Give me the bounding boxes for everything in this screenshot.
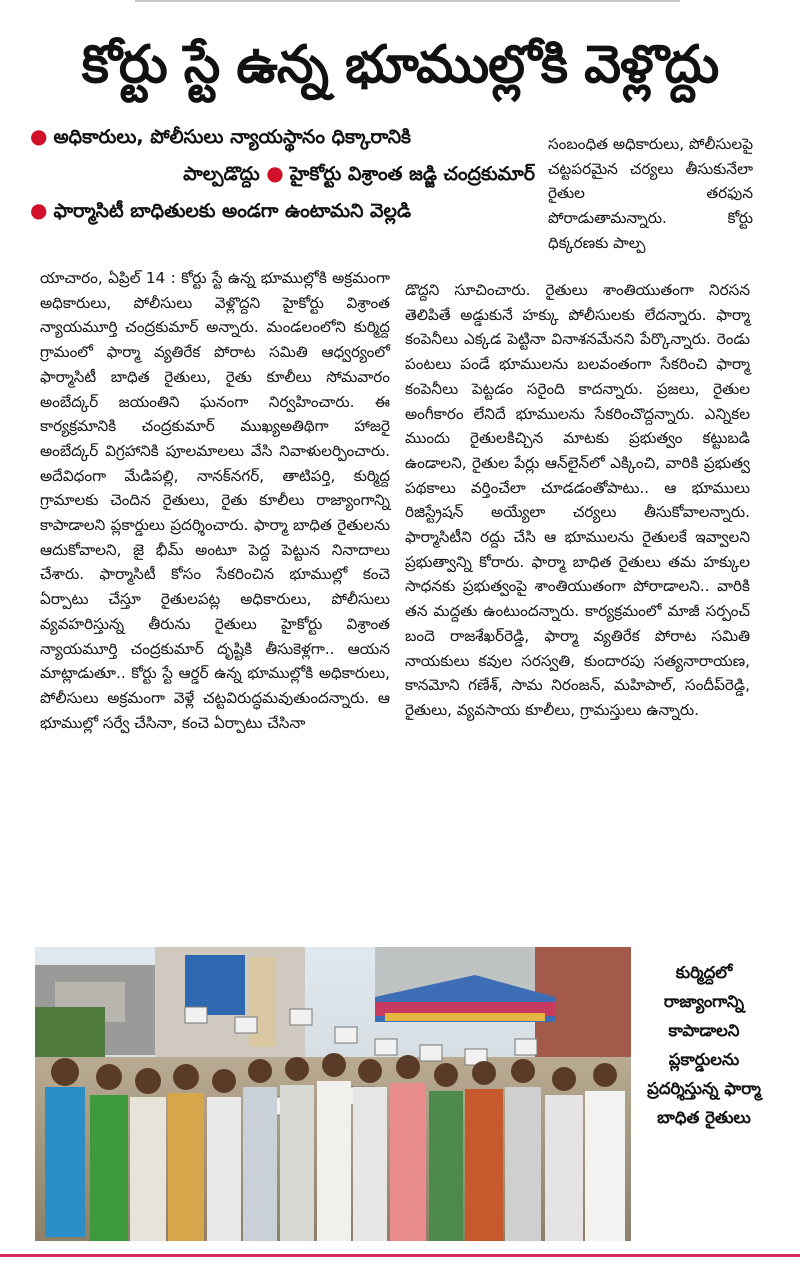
subhead-1: ● అధికారులు, పోలీసులు న్యాయస్థానం ధిక్కారానికి bbox=[30, 124, 411, 148]
bullet-icon: ● bbox=[30, 198, 48, 222]
bullet-icon: ● bbox=[30, 124, 48, 148]
news-photo bbox=[35, 947, 631, 1241]
subhead-3: ● ఫార్మాసిటీ బాధితులకు అండగా ఉంటామని వెల్లడి bbox=[30, 198, 412, 222]
body-left-column: యాచారం, ఏప్రిల్‌ 14 : కోర్టు స్టే ఉన్న భూముల్లోకి అక్రమంగా అధికారులు, పోలీసులు వెళ్లొద్దని హైకోర్టు విశ్రాంత న్యాయమూర్తి చంద్రకుమార్‌ అన్నారు. మండలంలోని కుర్మిద్ద గ్రామంలో ఫార్మా వ్యతిరేక పోరాట సమితి ఆధ్వర్యంలో ఫార్మాసిటీ బాధిత రైతులు, రైతు కూలీలు సోమవారం అంబేద్కర్‌ జయంతిని ఘనంగా నిర్వహించారు. ఈ కార్యక్రమానికి చంద్రకుమార్‌ ముఖ్యఅతిథిగా హాజరై అంబేద్కర్‌ విగ్రహానికి పూలమాలలు వేసి నివాళులర్పించారు. అదేవిధంగా మేడిపల్లి, నానక్‌నగర్‌, తాటిపర్తి, కుర్మిద్ద గ్రామాలకు చెందిన రైతులు, రైతు కూలీలు రాజ్యాంగాన్ని కాపాడాలని ప్లకార్డులు ప్రదర్శించారు. ఫార్మా బాధిత రైతులను ఆదుకోవాలని, జై భీమ్‌ అంటూ పెద్ద పెట్టున నినాదాలు చేశారు. ఫార్మాసిటీ కోసం సేకరించిన భూముల్లో కంచె ఏర్పాటు చేస్తూ రైతులపట్ల అధికారులు, పోలీసులు వ్యవహరిస్తున్న తీరును రైతులు హైకోర్టు విశ్రాంత న్యాయమూర్తి చంద్రకుమార్‌ దృష్టికి తీసుకెళ్లగా.. ఆయన మాట్లాడుతూ.. కోర్టు స్టే ఆర్డర్‌ ఉన్న భూముల్లోకి అధికారులు, పోలీసులు అక్రమంగా వెళ్లే చట్టవిరుద్ధమవుతుందన్నారు. ఆ భూముల్లో సర్వే చేసినా, కంచె ఏర్పాటు చేసినా bbox=[40, 269, 390, 732]
top-divider bbox=[135, 0, 680, 6]
bottom-rule bbox=[0, 1254, 800, 1257]
body-right-column: డొద్దని సూచించారు. రైతులు శాంతియుతంగా నిరసన తెలిపితే అడ్డుకునే హక్కు పోలీసులకు లేదన్నారు. ఫార్మా కంపెనీలు ఎక్కడ పెట్టినా వినాశనమేనని పేర్కొన్నారు. రెండు పంటలు పండే భూములను బలవంతంగా సేకరించి ఫార్మా కంపెనీలు పెట్టడం సరైంది కాదన్నారు. ప్రజలు, రైతుల అంగీకారం లేనిదే భూములను సేకరించొద్దన్నారు. ఎన్నికల ముందు రైతులకిచ్చిన మాటకు ప్రభుత్వం కట్టుబడి ఉండాలని, రైతుల పేర్లు ఆన్‌లైన్‌లో ఎక్కించి, వారికి ప్రభుత్వ పథకాలు వర్తించేలా చూడడంతోపాటు.. ఆ భూములు రిజిస్ట్రేషన్‌ అయ్యేలా చర్యలు తీసుకోవాలన్నారు. ఫార్మాసిటీని రద్దు చేసి ఆ భూములను రైతులకే ఇవ్వాలని ప్రభుత్వాన్ని కోరారు. ఫార్మా బాధిత రైతులు తమ హక్కుల సాధనకు ప్రభుత్వంపై శాంతియుతంగా పోరాడాలని.. వారికి తన మద్దతు ఉంటుందన్నారు. కార్యక్రమంలో మాజీ సర్పంచ్‌ బందె రాజశేఖర్‌రెడ్డి, ఫార్మా వ్యతిరేక పోరాట సమితి నాయకులు కవుల సరస్వతి, కుందారపు సత్యనారాయణ, కానమోని గణేశ్‌, సామ నిరంజన్‌, మహిపాల్‌, సందీప్‌రెడ్డి, రైతులు, వ్యవసాయ కూలీలు, గ్రామస్తులు ఉన్నారు. bbox=[405, 281, 750, 719]
bullet-icon: ● bbox=[266, 161, 284, 185]
subheads bbox=[30, 118, 535, 229]
headline: కోర్టు స్టే ఉన్న భూముల్లోకి వెళ్లొద్దు bbox=[81, 35, 719, 95]
photo-caption: కుర్మిద్దలో రాజ్యాంగాన్ని కాపాడాలని ప్లకార్డులను ప్రదర్శిస్తున్న ఫార్మా బాధిత రైతులు bbox=[647, 963, 761, 1127]
body-right-top: సంబంధిత అధికారులు, పోలీసులపై చట్టపరమైన చర్యలు తీసుకునేలా రైతుల తరఫున పోరాడుతామన్నారు. కోర్టు ధిక్కరణకు పాల్ప bbox=[548, 135, 753, 252]
subhead-2: పాల్పడొద్దు ● హైకోర్టు విశ్రాంత జడ్జి చంద్రకుమార్ bbox=[183, 161, 535, 185]
